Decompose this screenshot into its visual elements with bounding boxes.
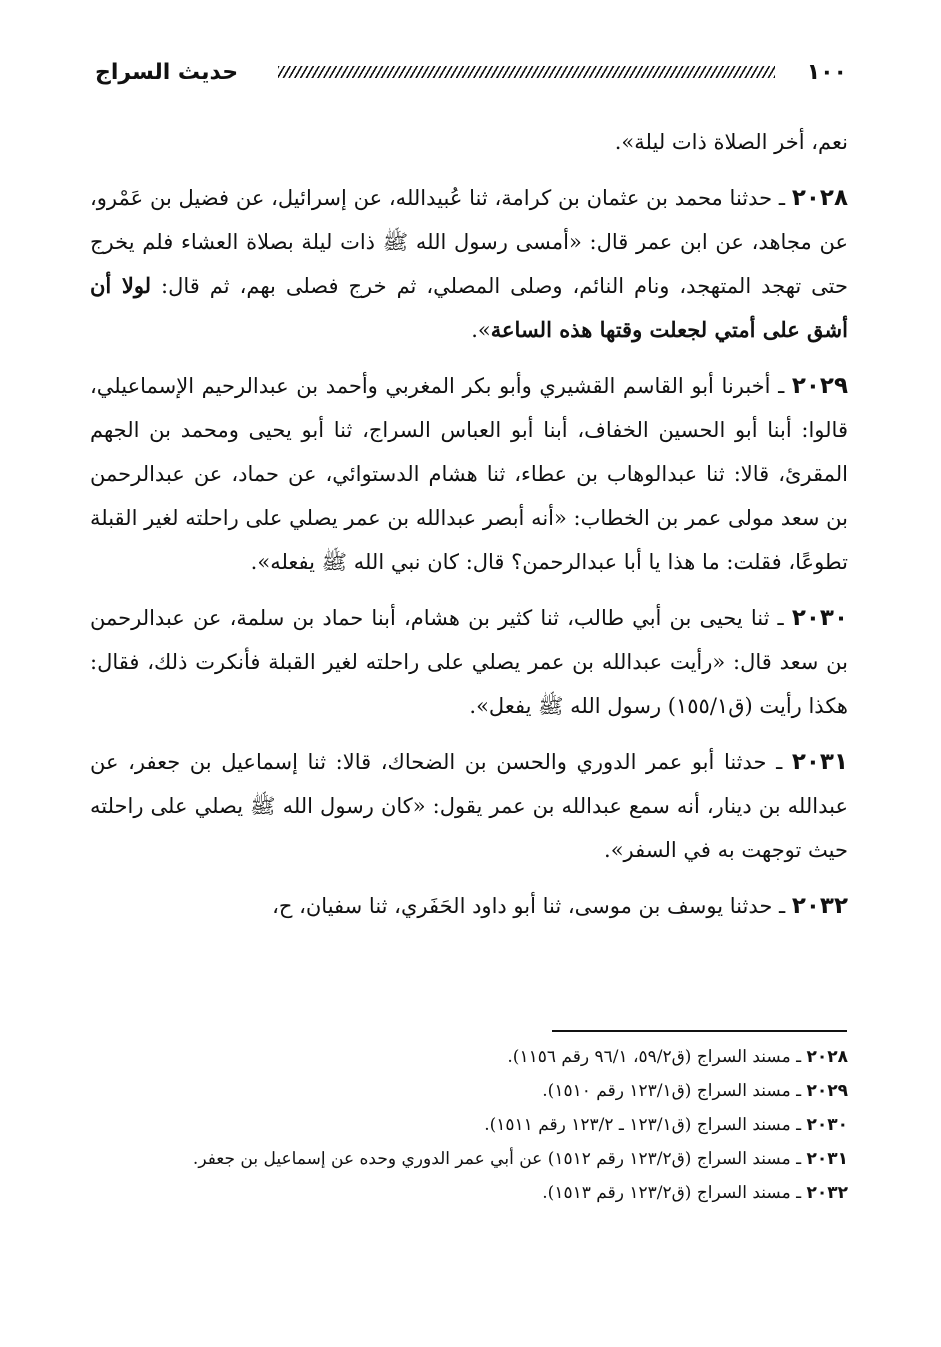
hadith-2032 — [90, 884, 848, 928]
hadith-2029 — [90, 364, 848, 584]
paragraph-continuation — [90, 120, 848, 164]
footnote-2031 — [90, 1142, 848, 1176]
footnote-text: ـ مسند السراج (ق١٢٣/٢ رقم ١٥١٣). — [542, 1183, 807, 1203]
hadith-2030 — [90, 596, 848, 728]
footnote-2028 — [90, 1040, 848, 1074]
hadith-text: ـ أخبرنا أبو القاسم القشيري وأبو بكر المغربي وأحمد بن عبدالرحيم الإسماعيلي، قالوا: أبنا أبو الحسين الخفاف، أبنا أبو العباس السراج، ثنا أبو يحيى ومحمد بن الجهم المقرئ، قالا: ثنا عبدالوهاب بن عطاء، ثنا هشام الدستوائي، عن حماد، عن عبدالرحمن بن سعد مولى عمر بن الخطاب: «أنه أبصر عبدالله بن عمر يصلي على راحلته لغير القبلة تطوعًا، فقلت: ما هذا يا أبا عبدالرحمن؟ قال: كان نبي الله ﷺ يفعله». — [90, 374, 848, 574]
page-number: ١٠٠ — [806, 59, 847, 85]
hadith-text: ـ حدثنا يوسف بن موسى، ثنا أبو داود الحَفَري، ثنا سفيان، ح، — [272, 894, 792, 918]
hadith-2031 — [90, 740, 848, 872]
footnote-number: ٢٠٢٩ — [806, 1081, 848, 1101]
footnote-number: ٢٠٣١ — [806, 1149, 848, 1169]
hadith-number: ٢٠٢٩ — [791, 373, 848, 399]
footnote-separator — [552, 1030, 847, 1032]
header-hatched-rule — [278, 66, 775, 78]
footnote-number: ٢٠٢٨ — [806, 1047, 848, 1067]
hadith-number: ٢٠٣١ — [791, 749, 849, 775]
paragraph-text: نعم، أخر الصلاة ذات ليلة». — [614, 130, 848, 154]
hadith-text-end: ». — [471, 318, 491, 342]
footnote-number: ٢٠٣٠ — [806, 1115, 848, 1135]
hadith-number: ٢٠٣٠ — [791, 605, 848, 631]
footnote-text: ـ مسند السراج (ق١٢٣/٢ رقم ١٥١٢) عن أبي عمر الدوري وحده عن إسماعيل بن جعفر. — [192, 1149, 807, 1169]
hadith-number: ٢٠٢٨ — [791, 185, 848, 211]
footnote-2030 — [90, 1108, 848, 1142]
hadith-2028 — [90, 176, 848, 352]
hadith-text: ـ حدثنا أبو عمر الدوري والحسن بن الضحاك، قالا: ثنا إسماعيل بن جعفر، عن عبدالله بن دينار، أنه سمع عبدالله بن عمر يقول: «كان رسول الله ﷺ يصلي على راحلته حيث توجهت به في السفر». — [90, 750, 849, 862]
hadith-text: ـ ثنا يحيى بن أبي طالب، ثنا كثير بن هشام، أبنا حماد بن سلمة، عن عبدالرحمن بن سعد قال: «رأيت عبدالله بن عمر يصلي على راحلته لغير القبلة فأنكرت ذلك، فقال: هكذا رأيت (ق١٥٥/١) رسول الله ﷺ يفعل». — [90, 606, 848, 718]
footnote-2032 — [90, 1176, 848, 1210]
footnote-text: ـ مسند السراج (ق١٢٣/١ ـ ١٢٣/٢ رقم ١٥١١). — [484, 1115, 807, 1135]
main-text — [90, 120, 848, 940]
hadith-number: ٢٠٣٢ — [791, 893, 848, 919]
page-header — [95, 52, 847, 92]
footnote-number: ٢٠٣٢ — [806, 1183, 848, 1203]
hadith-emphasis: لولا أن أشق على أمتي لجعلت وقتها هذه الساعة — [90, 273, 848, 342]
footnote-text: ـ مسند السراج (ق٥٩/٢، ٩٦/١ رقم ١١٥٦). — [507, 1047, 807, 1067]
footnotes — [90, 1040, 848, 1210]
running-title: حديث السراج — [95, 59, 239, 85]
footnote-2029 — [90, 1074, 848, 1108]
hadith-text: ـ حدثنا محمد بن عثمان بن كرامة، ثنا عُبيدالله، عن إسرائيل، عن فضيل بن عَمْرو، عن مجاهد، عن ابن عمر قال: «أمسى رسول الله ﷺ ذات ليلة بصلاة العشاء فلم يخرج حتى تهجد المتهجد، ونام النائم، وصلى المصلي، ثم خرج فصلى بهم، ثم قال: — [90, 186, 849, 298]
footnote-text: ـ مسند السراج (ق١٢٣/١ رقم ١٥١٠). — [542, 1081, 807, 1101]
